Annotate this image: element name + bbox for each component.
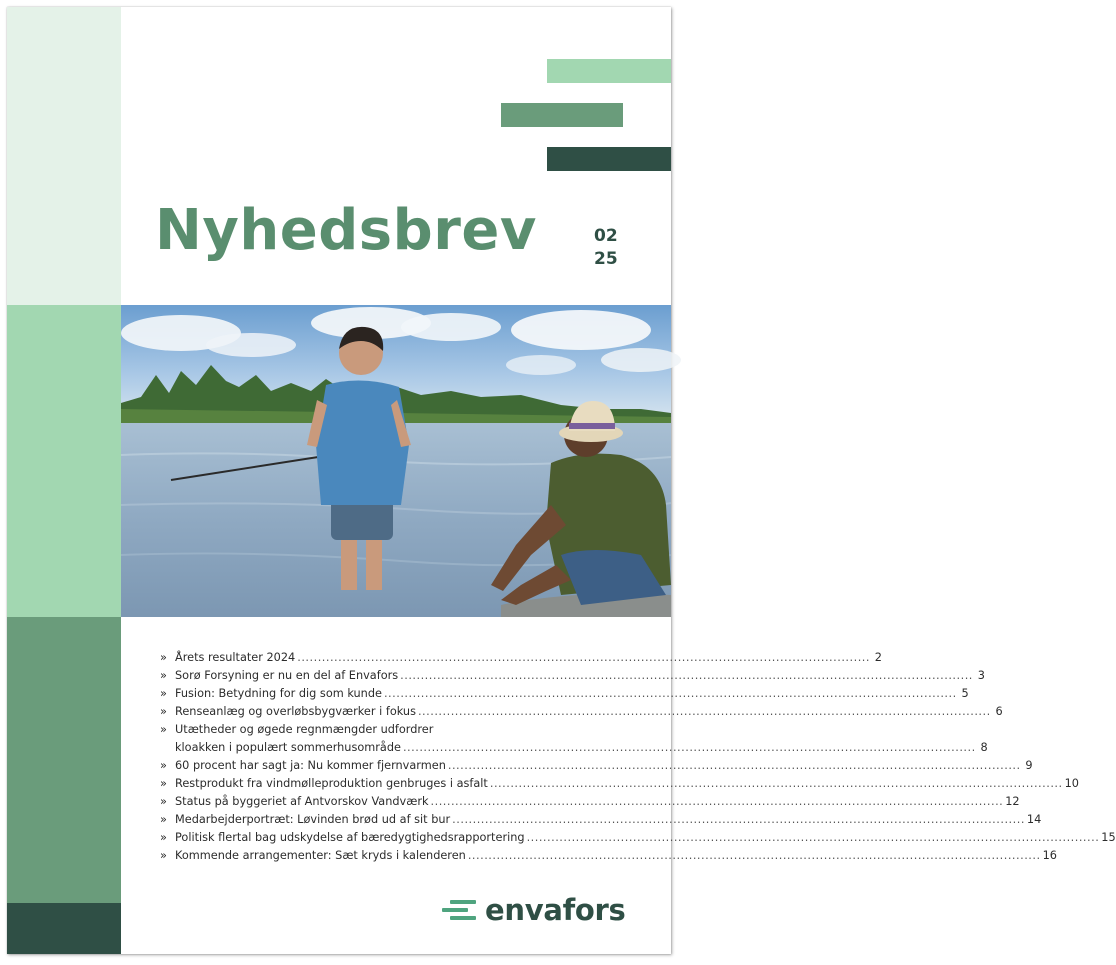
toc-item[interactable]: » Sorø Forsyning er nu en del af Envafors ............................................................................................................................................ 3 xyxy=(160,667,626,685)
envafors-logo xyxy=(442,894,626,926)
chevron-right-icon: » xyxy=(160,795,167,808)
chevron-right-icon: » xyxy=(160,669,167,682)
toc-item-page: 16 xyxy=(1042,849,1057,862)
chevron-right-icon: » xyxy=(160,705,167,718)
chevron-right-icon: » xyxy=(160,813,167,826)
toc-item[interactable]: » Årets resultater 2024 ............................................................................................................................................ 2 xyxy=(160,649,626,667)
toc-item[interactable]: » 60 procent har sagt ja: Nu kommer fjernvarmen ............................................................................................................................................ 9 xyxy=(160,757,626,775)
chevron-right-icon: » xyxy=(160,831,167,844)
toc-item-title: Årets resultater 2024 xyxy=(175,651,296,664)
newsletter-cover xyxy=(7,7,1116,954)
toc-item-page: 8 xyxy=(980,741,988,754)
toc-item[interactable]: » Renseanlæg og overløbsbygværker i fokus ............................................................................................................................................ 6 xyxy=(160,703,626,721)
side-strip-light xyxy=(7,7,121,305)
toc-item-page: 9 xyxy=(1025,759,1033,772)
chevron-right-icon: » xyxy=(160,723,167,736)
toc-item-title: Fusion: Betydning for dig som kunde xyxy=(175,687,382,700)
chevron-right-icon: » xyxy=(160,849,167,862)
toc-item-page: 6 xyxy=(995,705,1003,718)
toc-item-title: Medarbejderportræt: Løvinden brød ud af sit bur xyxy=(175,813,451,826)
toc-item-page: 3 xyxy=(977,669,985,682)
issue-label xyxy=(594,225,618,271)
toc-item-title: Politisk flertal bag udskydelse af bæredygtighedsrapportering xyxy=(175,831,525,844)
toc-item-title: Sorø Forsyning er nu en del af Envafors xyxy=(175,669,399,682)
toc-item[interactable]: » Utætheder og øgede regnmængder udfordrer kloakken i populært sommerhusområde ............................................................................................................................................ 8 xyxy=(160,721,626,757)
side-strip-green xyxy=(7,617,121,903)
decor-bar-bottom xyxy=(547,147,671,171)
table-of-contents xyxy=(160,649,1116,865)
cover-photo xyxy=(121,305,671,617)
toc-item[interactable]: » Status på byggeriet af Antvorskov Vandværk ............................................................................................................................................ 12 xyxy=(160,793,626,811)
chevron-right-icon: » xyxy=(160,759,167,772)
toc-item[interactable]: » Medarbejderportræt: Løvinden brød ud af sit bur ............................................................................................................................................ 14 xyxy=(160,811,626,829)
logo-wordmark: envafors xyxy=(485,892,626,927)
toc-item-page: 10 xyxy=(1064,777,1079,790)
toc-item[interactable]: » Kommende arrangementer: Sæt kryds i kalenderen ............................................................................................................................................ 16 xyxy=(160,847,626,865)
side-strip-dark xyxy=(7,903,121,954)
toc-item-title: Renseanlæg og overløbsbygværker i fokus xyxy=(175,705,416,718)
toc-item-title: Status på byggeriet af Antvorskov Vandværk xyxy=(175,795,429,808)
decor-bar-top xyxy=(547,59,671,83)
toc-item-title: 60 procent har sagt ja: Nu kommer fjernvarmen xyxy=(175,759,446,772)
chevron-right-icon: » xyxy=(160,687,167,700)
toc-item-title-line1: Utætheder og øgede regnmængder udfordrer xyxy=(175,723,434,736)
toc-item-title: kloakken i populært sommerhusområde xyxy=(175,741,401,754)
toc-item-page: 5 xyxy=(961,687,969,700)
issue-year: 25 xyxy=(594,249,618,269)
newsletter-title: Nyhedsbrev xyxy=(155,198,537,263)
side-strip-mint xyxy=(7,305,121,617)
toc-item[interactable]: » Politisk flertal bag udskydelse af bæredygtighedsrapportering ............................................................................................................................................ 15 xyxy=(160,829,626,847)
chevron-right-icon: » xyxy=(160,651,167,664)
envafors-logo-mark-icon xyxy=(442,898,476,922)
toc-item-page: 15 xyxy=(1101,831,1116,844)
toc-item[interactable]: » Restprodukt fra vindmølleproduktion genbruges i asfalt ............................................................................................................................................ 10 xyxy=(160,775,626,793)
toc-item-page: 14 xyxy=(1026,813,1042,826)
toc-item-page: 2 xyxy=(874,651,882,664)
toc-item[interactable]: » Fusion: Betydning for dig som kunde ............................................................................................................................................ 5 xyxy=(160,685,626,703)
chevron-right-icon: » xyxy=(160,777,167,790)
issue-number: 02 xyxy=(594,226,618,246)
decor-bar-middle xyxy=(501,103,623,127)
toc-item-title: Restprodukt fra vindmølleproduktion genbruges i asfalt xyxy=(175,777,488,790)
toc-item-title: Kommende arrangementer: Sæt kryds i kalenderen xyxy=(175,849,466,862)
boys-fishing-lake-photo xyxy=(121,305,671,617)
toc-item-page: 12 xyxy=(1005,795,1020,808)
